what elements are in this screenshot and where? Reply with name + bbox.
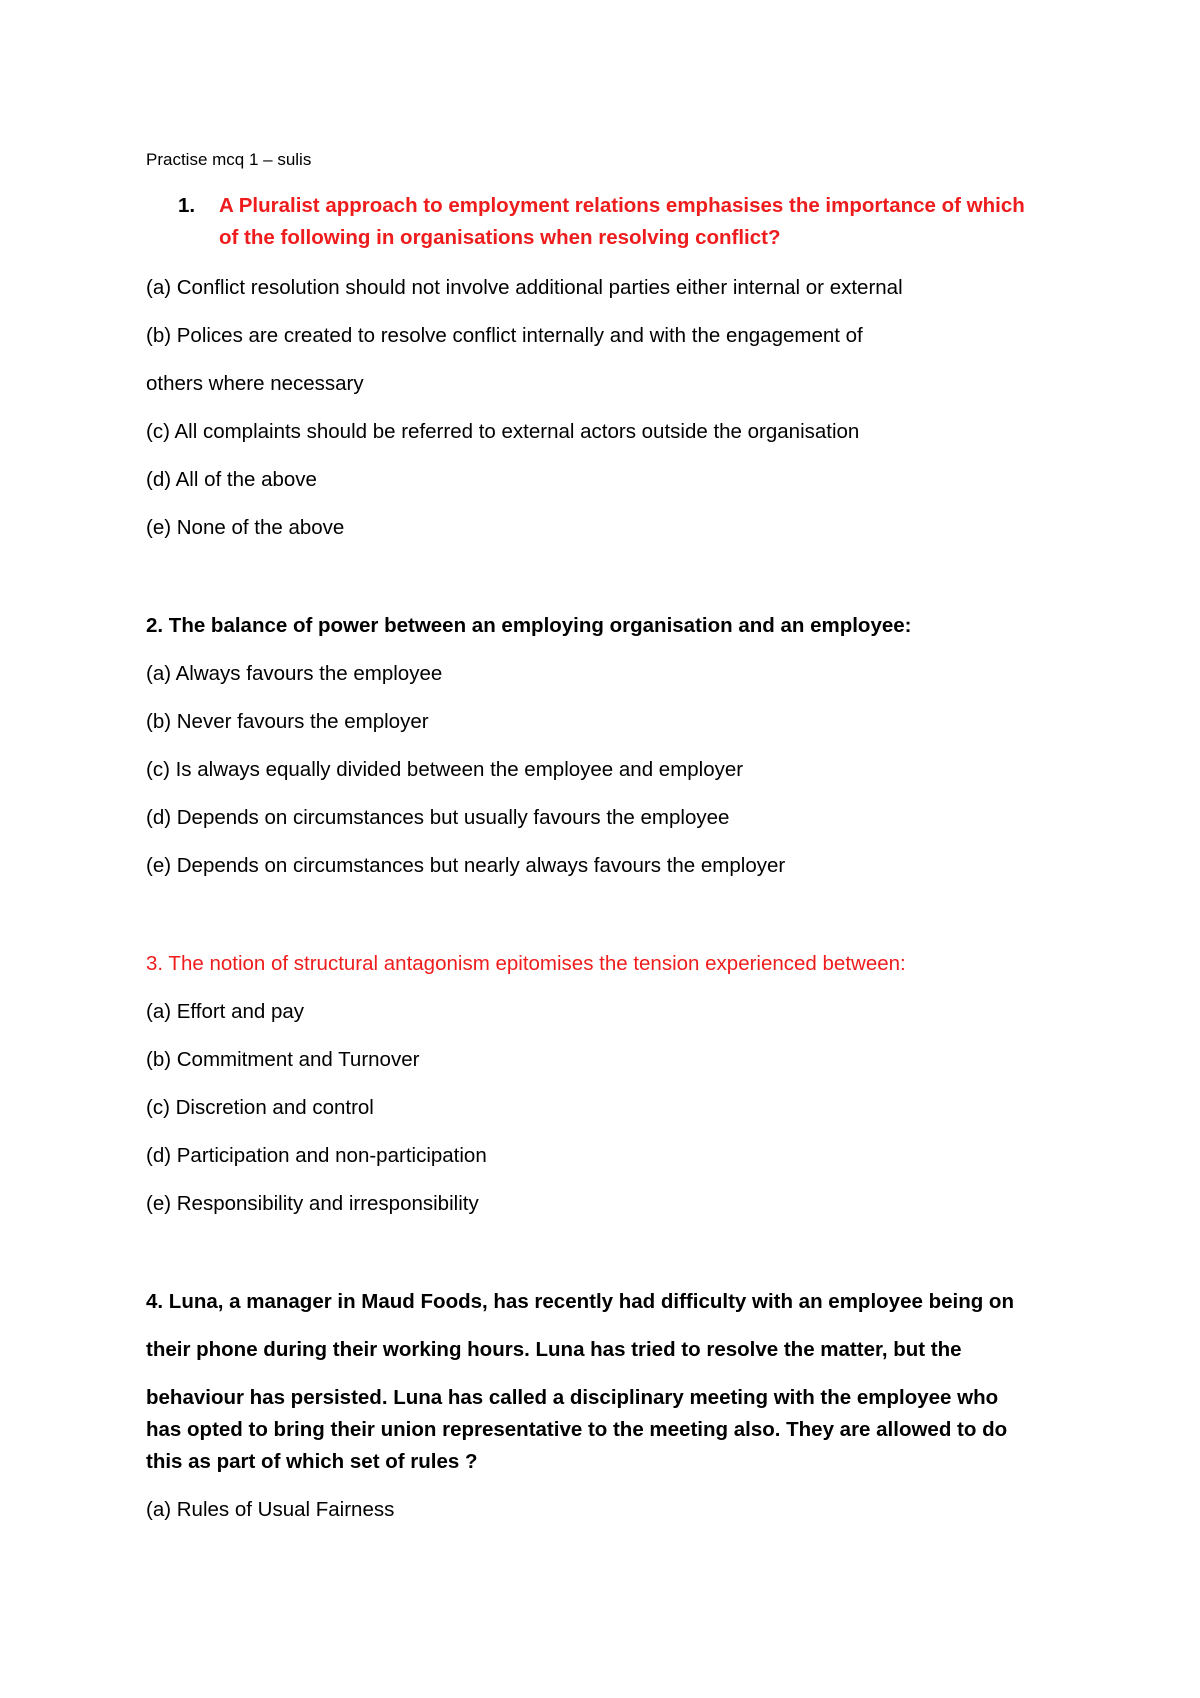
document-title: Practise mcq 1 – sulis [146, 150, 312, 169]
question-4-text-line-2: their phone during their working hours. Luna has tried to resolve the matter, but the [146, 1338, 962, 1361]
question-2-option-b: (b) Never favours the employer [146, 710, 429, 733]
question-1-option-a: (a) Conflict resolution should not involve additional parties either internal or external [146, 276, 903, 299]
question-3-option-d: (d) Participation and non-participation [146, 1144, 487, 1167]
question-2-option-c: (c) Is always equally divided between the employee and employer [146, 758, 744, 781]
question-1-text-line-2: of the following in organisations when resolving conflict? [219, 226, 781, 249]
question-3-option-c: (c) Discretion and control [146, 1096, 374, 1119]
question-1-number: 1. [178, 194, 196, 217]
question-2-option-d: (d) Depends on circumstances but usually favours the employee [146, 806, 730, 829]
question-4-option-a: (a) Rules of Usual Fairness [146, 1498, 395, 1521]
question-2-option-e: (e) Depends on circumstances but nearly always favours the employer [146, 854, 786, 877]
question-1-option-c: (c) All complaints should be referred to external actors outside the organisation [146, 420, 860, 443]
question-3-option-e: (e) Responsibility and irresponsibility [146, 1192, 479, 1215]
question-3-option-b: (b) Commitment and Turnover [146, 1048, 420, 1071]
question-2-text: 2. The balance of power between an employing organisation and an employee: [146, 614, 912, 637]
question-1-option-b-continued: others where necessary [146, 372, 364, 395]
question-4-text-line-1: 4. Luna, a manager in Maud Foods, has recently had difficulty with an employee being on [146, 1290, 1014, 1313]
question-2-option-a: (a) Always favours the employee [146, 662, 443, 685]
question-4-text-line-3: behaviour has persisted. Luna has called a disciplinary meeting with the employee who [146, 1386, 999, 1409]
question-3-option-a: (a) Effort and pay [146, 1000, 305, 1023]
question-1-option-d: (d) All of the above [146, 468, 317, 491]
question-1-option-b: (b) Polices are created to resolve conflict internally and with the engagement of [146, 324, 863, 347]
question-4-text-line-5: this as part of which set of rules ? [146, 1450, 478, 1473]
question-4-text-line-4: has opted to bring their union representative to the meeting also. They are allowed to do [146, 1418, 1008, 1441]
question-1-text-line-1: A Pluralist approach to employment relations emphasises the importance of which [219, 194, 1025, 217]
question-1-option-e: (e) None of the above [146, 516, 345, 539]
question-3-text: 3. The notion of structural antagonism epitomises the tension experienced between: [146, 952, 906, 975]
